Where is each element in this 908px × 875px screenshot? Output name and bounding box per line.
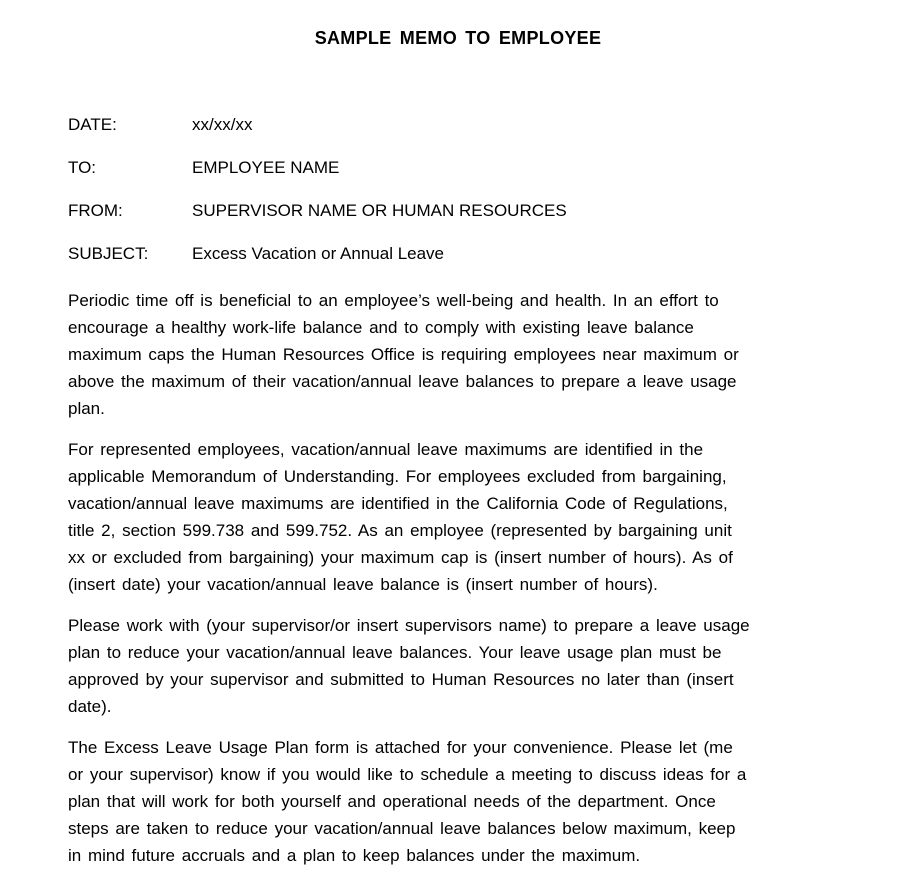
field-label-subject: SUBJECT:	[68, 244, 149, 263]
memo-field-row-subject	[68, 244, 848, 264]
field-label-from: FROM:	[68, 201, 123, 220]
memo-field-row-date	[68, 115, 848, 135]
memo-title: SAMPLE MEMO TO EMPLOYEE	[314, 28, 602, 48]
memo-paragraph-2: For represented employees, vacation/annual leave maximums are identified in the applicable Memorandum of Understanding. For employees excluded from bargaining, vacation/annual leave maximums are identified in the California Code of Regulations, title 2, section 599.738 and 599.752. As an employee (represented by bargaining unit xx or excluded from bargaining) your maximum cap is (insert number of hours). As of (insert date) your vacation/annual leave balance is (insert number of hours).	[68, 440, 733, 594]
memo-field-row-to	[68, 158, 848, 178]
field-value-subject: Excess Vacation or Annual Leave	[192, 244, 445, 263]
memo-field-row-from	[68, 201, 848, 221]
field-value-to: EMPLOYEE NAME	[192, 158, 340, 177]
memo-paragraph-3: Please work with (your supervisor/or insert supervisors name) to prepare a leave usage plan to reduce your vacation/annual leave balances. Your leave usage plan must be approved by your supervisor and submitted to Human Resources no later than (insert date).	[68, 616, 750, 716]
field-value-date: xx/xx/xx	[192, 115, 253, 134]
field-label-date: DATE:	[68, 115, 117, 134]
memo-paragraph-4: The Excess Leave Usage Plan form is attached for your convenience. Please let (me or your supervisor) know if you would like to schedule a meeting to discuss ideas for a plan that will work for both yourself and operational needs of the department. Once steps are taken to reduce your vacation/annual leave balances below maximum, keep in mind future accruals and a plan to keep balances under the maximum.	[68, 738, 747, 865]
memo-paragraph-1: Periodic time off is beneficial to an employee’s well-being and health. In an effort to encourage a healthy work-life balance and to comply with existing leave balance maximum caps the Human Resources Office is requiring employees near maximum or above the maximum of their vacation/annual leave balances to prepare a leave usage plan.	[68, 291, 739, 418]
field-label-to: TO:	[68, 158, 97, 177]
field-value-from: SUPERVISOR NAME OR HUMAN RESOURCES	[192, 201, 567, 220]
